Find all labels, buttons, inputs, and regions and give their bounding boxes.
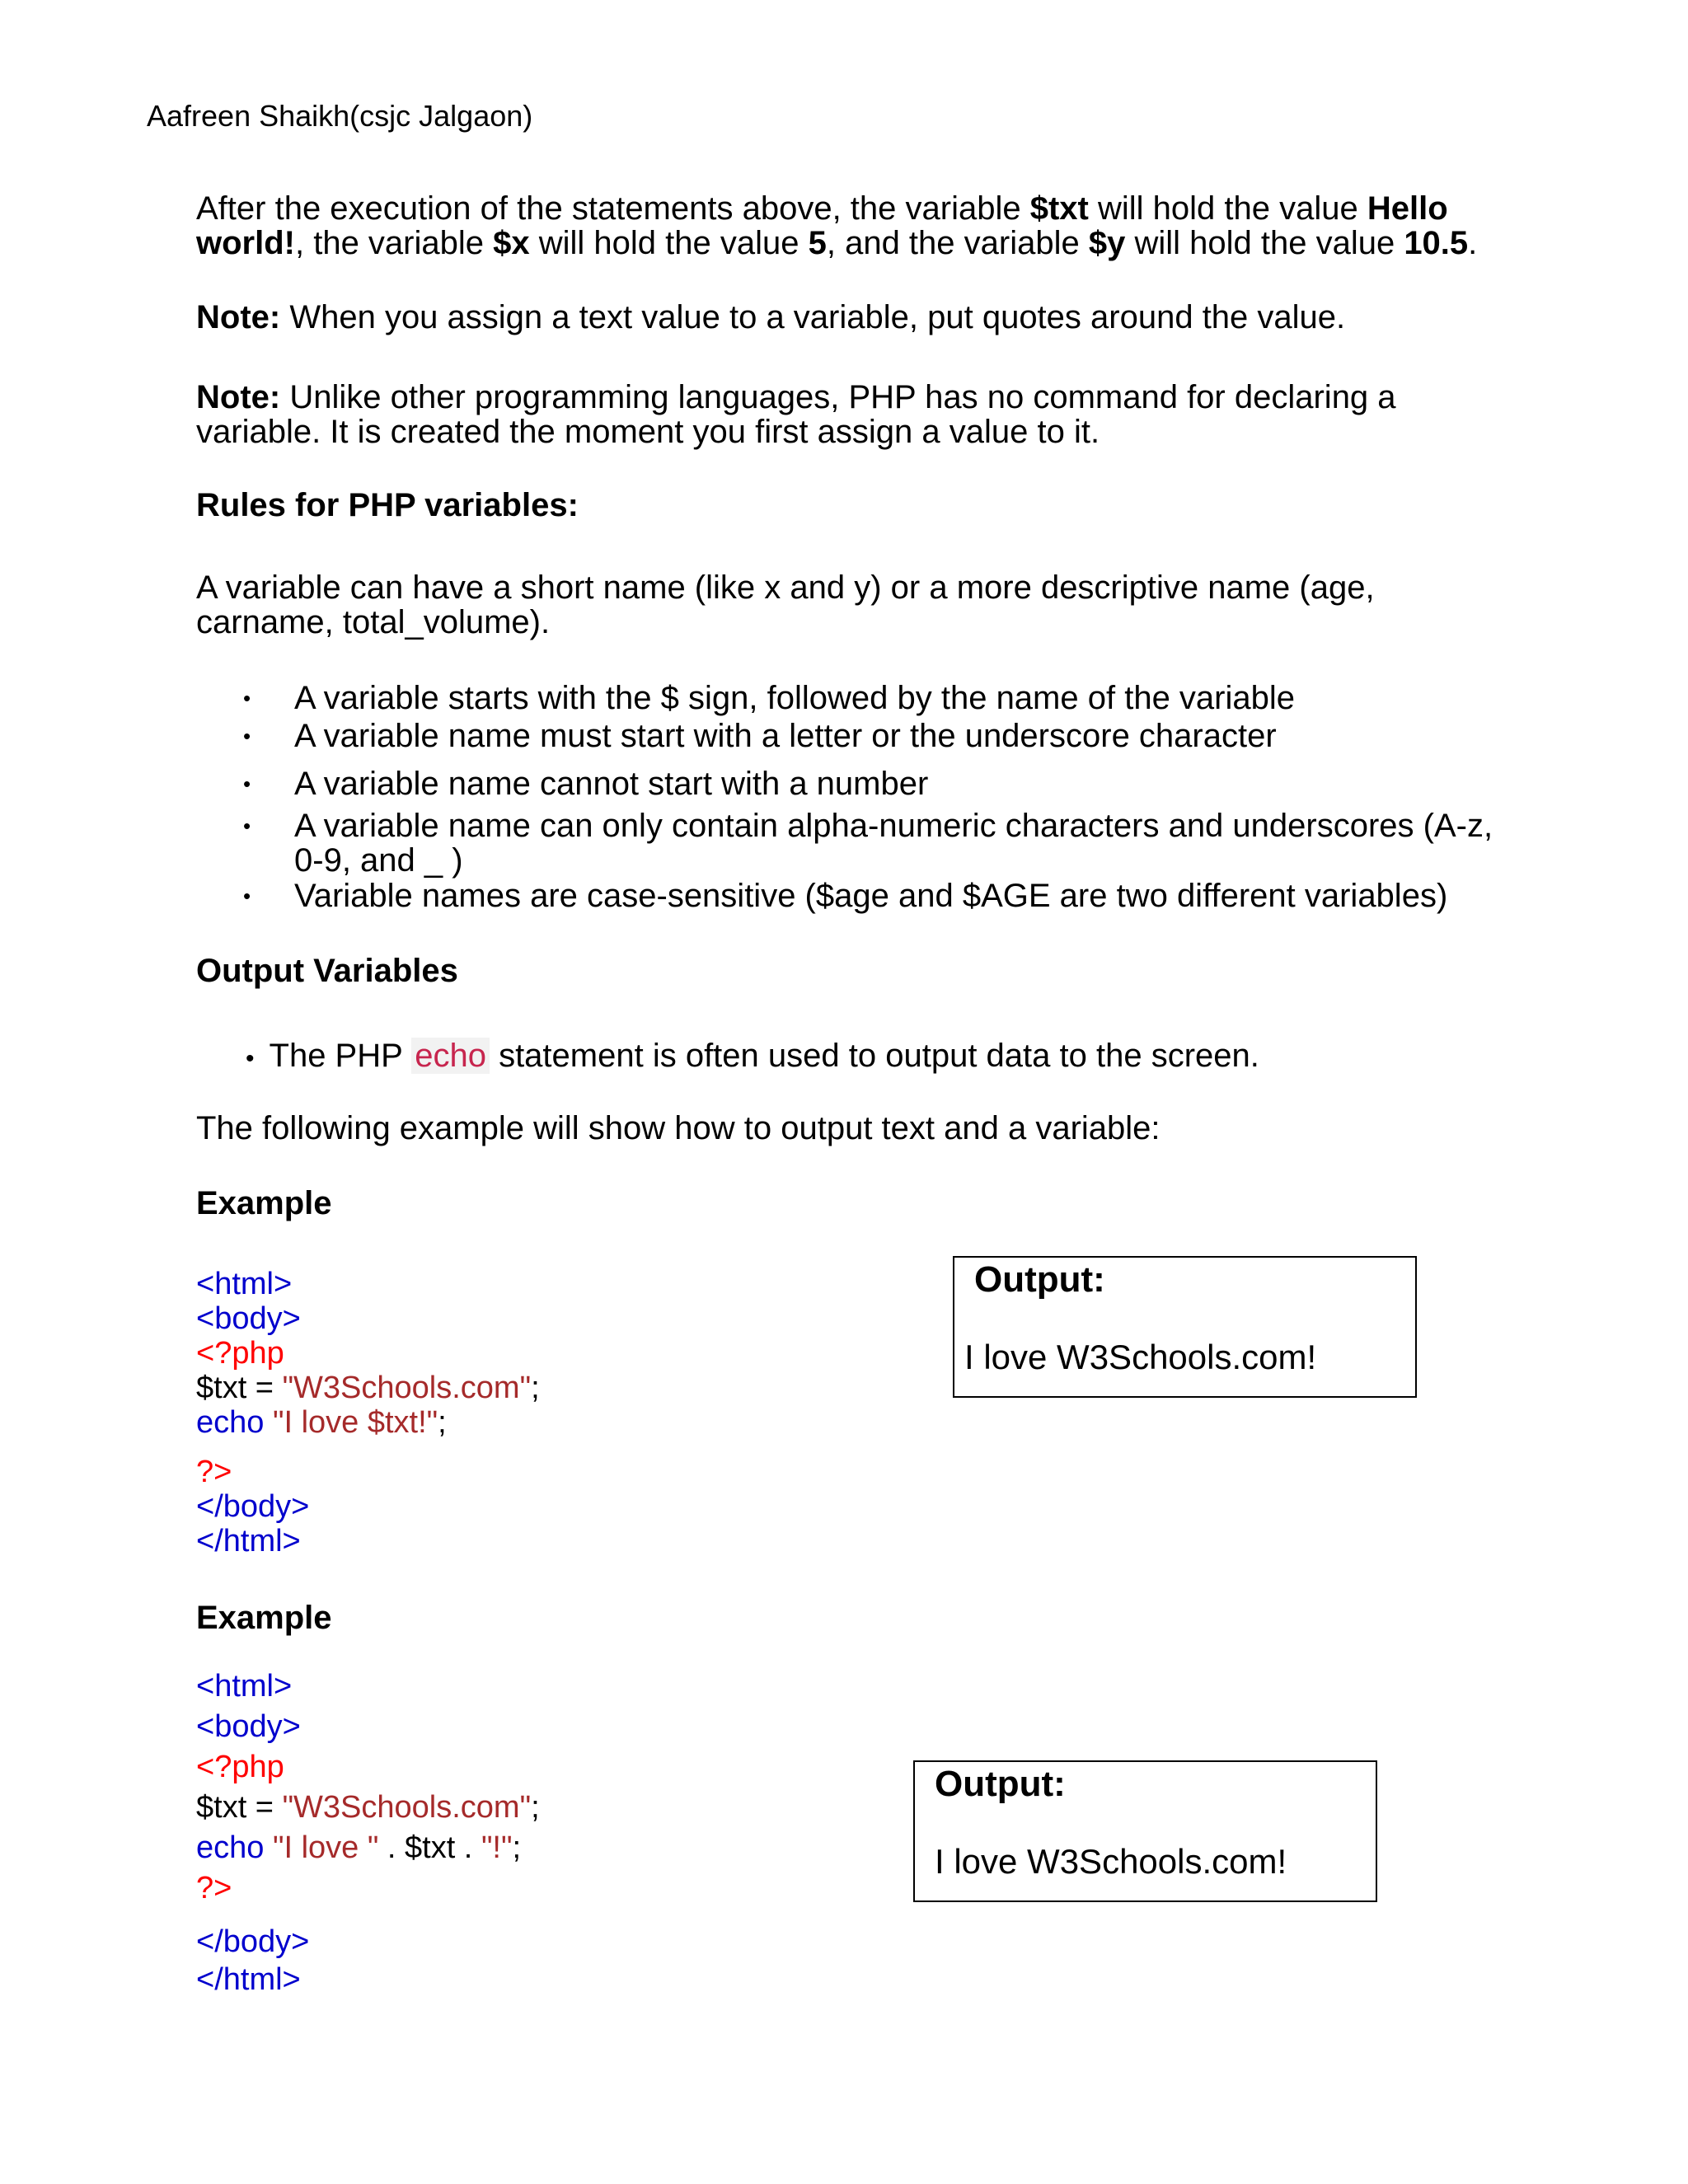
list-item: • Variable names are case-sensitive ($age and $AGE are two different variables) bbox=[243, 878, 1448, 914]
output-variables-heading: Output Variables bbox=[196, 953, 458, 989]
rules-intro: A variable can have a short name (like x and y) or a more descriptive name (age, carname, total_volume). bbox=[196, 569, 1375, 640]
example-1-code: <html> <body> <?php $txt = "W3Schools.com"; echo "I love $txt!"; bbox=[196, 1267, 540, 1440]
bullet-icon: • bbox=[243, 724, 251, 748]
page-header-author: Aafreen Shaikh(csjc Jalgaon) bbox=[147, 99, 533, 133]
echo-keyword: echo bbox=[411, 1038, 490, 1074]
note-declaring: Note: Unlike other programming languages, PHP has no command for declaring a variable. It is created the moment you first assign a value to it. bbox=[196, 379, 1396, 450]
bullet-icon: • bbox=[246, 1045, 255, 1072]
bullet-icon: • bbox=[243, 686, 251, 710]
example-2-heading: Example bbox=[196, 1600, 332, 1636]
example-2-output-box bbox=[913, 1760, 1377, 1902]
bullet-icon: • bbox=[243, 813, 251, 838]
list-item: • A variable name can only contain alpha-numeric characters and underscores (A-z, 0-9, and _ ) bbox=[243, 808, 1493, 879]
example-1-heading: Example bbox=[196, 1185, 332, 1221]
example-2-code: <html> <body> <?php $txt = "W3Schools.com"; echo "I love " . $txt . "!"; ?> bbox=[196, 1669, 540, 1905]
bullet-icon: • bbox=[243, 771, 251, 796]
intro-paragraph: After the execution of the statements above, the variable $txt will hold the value Hello world!, the variable $x will hold the value 5, and the variable $y will hold the value 10.5. bbox=[196, 190, 1478, 261]
output-text: I love W3Schools.com! bbox=[964, 1338, 1317, 1376]
list-item: • A variable name must start with a letter or the underscore character bbox=[243, 718, 1277, 754]
example-1-code-end: ?> </body> </html> bbox=[196, 1455, 310, 1558]
example-lead: The following example will show how to output text and a variable: bbox=[196, 1110, 1160, 1146]
list-item: • A variable starts with the $ sign, followed by the name of the variable bbox=[243, 680, 1296, 716]
output-label: Output: bbox=[974, 1259, 1105, 1300]
example-2-code-end: </body> </html> bbox=[196, 1924, 310, 1997]
output-label: Output: bbox=[935, 1764, 1066, 1804]
rules-heading: Rules for PHP variables: bbox=[196, 487, 579, 523]
example-1-output-box bbox=[953, 1256, 1417, 1398]
note-quotes: Note: When you assign a text value to a variable, put quotes around the value. bbox=[196, 299, 1346, 335]
echo-bullet: • The PHP echo statement is often used to output data to the screen. bbox=[246, 1038, 1259, 1074]
list-item: • A variable name cannot start with a number bbox=[243, 766, 929, 802]
bullet-icon: • bbox=[243, 883, 251, 908]
output-text: I love W3Schools.com! bbox=[935, 1842, 1287, 1881]
